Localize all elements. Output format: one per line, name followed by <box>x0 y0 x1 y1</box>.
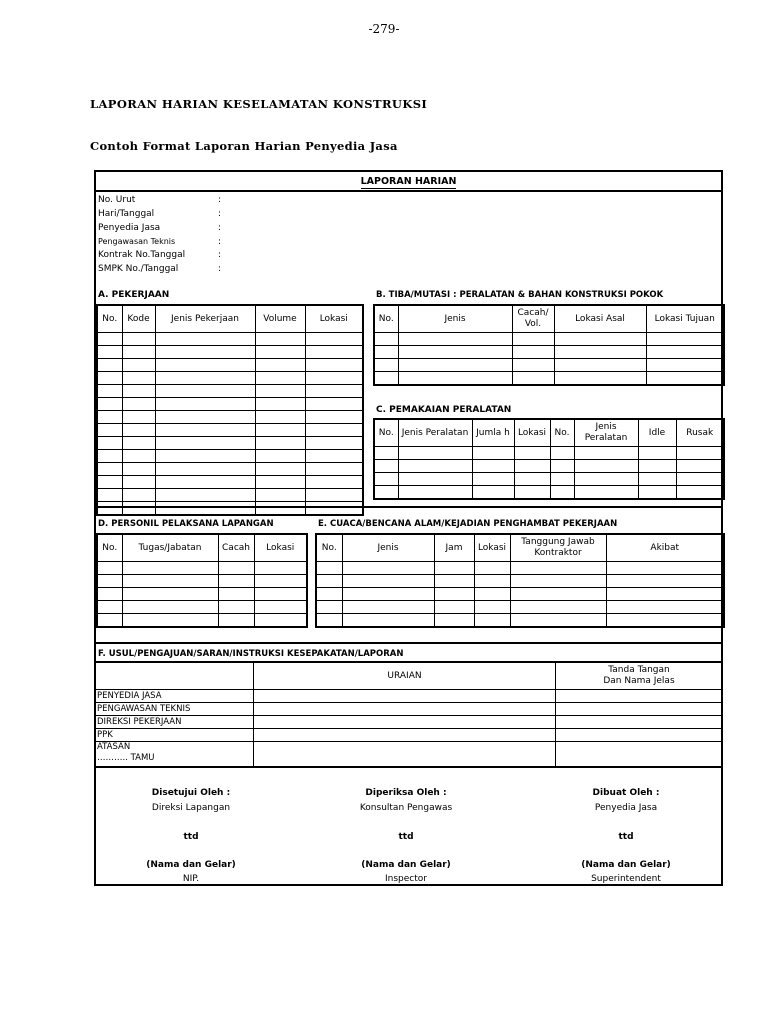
table-row <box>97 450 363 463</box>
document-subtitle: Contoh Format Laporan Harian Penyedia Jasa <box>90 139 398 153</box>
signature-role: Diperiksa Oleh : <box>365 788 447 798</box>
table-row <box>374 346 724 359</box>
signature-id: Inspector <box>385 874 427 884</box>
table-row <box>97 411 363 424</box>
table-row: DIREKSI PEKERJAAN <box>96 716 723 729</box>
document-title: LAPORAN HARIAN KESELAMATAN KONSTRUKSI <box>90 97 428 111</box>
col-header: Tugas/Jabatan <box>122 534 218 562</box>
section-divider <box>96 506 721 508</box>
section-divider <box>96 642 721 644</box>
section-e-title: E. CUACA/BENCANA ALAM/KEJADIAN PENGHAMBAT PEKERJAAN <box>318 519 618 529</box>
info-sep: : <box>218 223 222 233</box>
table-row: PPK <box>96 729 723 742</box>
col-header: Idle <box>638 419 676 447</box>
signature-name: (Nama dan Gelar) <box>361 860 451 870</box>
section-b-title: B. TIBA/MUTASI : PERALATAN & BAHAN KONSTRUKSI POKOK <box>376 290 664 300</box>
col-header: Lokasi <box>474 534 510 562</box>
info-label-penyedia-jasa: Penyedia Jasa <box>98 223 161 233</box>
table-row <box>97 614 307 628</box>
col-header: Cacah/ Vol. <box>512 305 554 333</box>
info-label-no-urut: No. Urut <box>98 195 136 205</box>
table-row <box>374 473 724 486</box>
col-header: Lokasi <box>514 419 550 447</box>
table-row <box>97 346 363 359</box>
table-row <box>97 601 307 614</box>
col-header: Jenis <box>342 534 434 562</box>
table-row <box>97 562 307 575</box>
col-header-tanda-tangan: Tanda Tangan Dan Nama Jelas <box>556 662 723 690</box>
info-sep: : <box>218 250 222 260</box>
section-c-title: C. PEMAKAIAN PERALATAN <box>376 405 512 415</box>
col-header: Jenis Pekerjaan <box>155 305 255 333</box>
table-row <box>97 372 363 385</box>
table-row <box>374 372 724 386</box>
table-row <box>316 588 724 601</box>
table-row <box>97 476 363 489</box>
table-row: ATASAN ……….. TAMU <box>96 742 723 768</box>
table-row <box>374 359 724 372</box>
table-row: PENYEDIA JASA <box>96 690 723 703</box>
table-row <box>374 447 724 460</box>
signature-name: (Nama dan Gelar) <box>146 860 236 870</box>
col-header: Akibat <box>606 534 724 562</box>
signature-role: Dibuat Oleh : <box>592 788 660 798</box>
col-header: No. <box>374 305 398 333</box>
section-f-title: F. USUL/PENGAJUAN/SARAN/INSTRUKSI KESEPAKATAN/LAPORAN <box>98 649 404 659</box>
table-pekerjaan <box>96 304 364 516</box>
table-row <box>316 575 724 588</box>
signature-id: NIP. <box>182 874 200 884</box>
section-d-title: D. PERSONIL PELAKSANA LAPANGAN <box>98 519 274 529</box>
table-row <box>316 601 724 614</box>
col-header: Kode <box>122 305 155 333</box>
info-sep: : <box>218 209 222 219</box>
col-header: No. <box>97 534 122 562</box>
col-header: No. <box>374 419 398 447</box>
signature-party: Konsultan Pengawas <box>359 803 453 813</box>
info-label-smpk: SMPK No./Tanggal <box>98 264 179 274</box>
table-row <box>97 463 363 476</box>
col-header: Lokasi Tujuan <box>646 305 724 333</box>
table-usul <box>95 661 723 768</box>
signature-role: Disetujui Oleh : <box>151 788 231 798</box>
info-sep: : <box>218 264 222 274</box>
page-number: -279- <box>368 22 400 36</box>
col-header: Rusak <box>676 419 724 447</box>
table-row <box>97 588 307 601</box>
info-label-hari-tanggal: Hari/Tanggal <box>98 209 155 219</box>
signature-ttd: ttd <box>183 832 199 842</box>
col-header: Jenis Peralatan <box>574 419 638 447</box>
col-header: Jenis <box>398 305 512 333</box>
table-row <box>97 437 363 450</box>
table-row <box>97 385 363 398</box>
col-header: No. <box>97 305 122 333</box>
table-row <box>97 398 363 411</box>
col-header: Volume <box>255 305 305 333</box>
table-pemakaian-peralatan <box>373 418 725 500</box>
signature-ttd: ttd <box>398 832 414 842</box>
signature-party: Direksi Lapangan <box>151 803 231 813</box>
table-row <box>97 502 363 516</box>
heading-divider <box>96 190 721 192</box>
signature-name: (Nama dan Gelar) <box>581 860 671 870</box>
table-row <box>97 359 363 372</box>
col-header: No. <box>316 534 342 562</box>
col-header: Jam <box>434 534 474 562</box>
col-header: Jenis Peralatan <box>398 419 472 447</box>
table-row <box>97 489 363 502</box>
signature-party: Penyedia Jasa <box>594 803 658 813</box>
table-cuaca <box>315 533 725 628</box>
table-row <box>97 424 363 437</box>
section-a-title: A. PEKERJAAN <box>98 290 170 300</box>
col-header: Jumla h <box>472 419 514 447</box>
col-header: Lokasi <box>305 305 363 333</box>
col-header: Cacah <box>218 534 254 562</box>
table-row: PENGAWASAN TEKNIS <box>96 703 723 716</box>
info-label-pengawasan-teknis: Pengawasan Teknis <box>98 237 176 246</box>
table-row <box>316 562 724 575</box>
signature-ttd: ttd <box>618 832 634 842</box>
table-tiba-mutasi <box>373 304 725 386</box>
table-row <box>97 575 307 588</box>
col-header: No. <box>550 419 574 447</box>
info-sep: : <box>218 237 222 247</box>
table-row <box>374 460 724 473</box>
info-sep: : <box>218 195 222 205</box>
col-header: Lokasi Asal <box>554 305 646 333</box>
table-personil <box>96 533 308 628</box>
table-row <box>374 486 724 500</box>
col-header-uraian: URAIAN <box>254 662 556 690</box>
signature-id: Superintendent <box>591 874 661 884</box>
table-row <box>97 333 363 346</box>
form-heading: LAPORAN HARIAN <box>360 176 457 187</box>
col-header: Lokasi <box>254 534 307 562</box>
col-header: Tanggung Jawab Kontraktor <box>510 534 606 562</box>
table-row <box>374 333 724 346</box>
table-row <box>316 614 724 628</box>
daily-report-form <box>94 170 723 886</box>
info-label-kontrak: Kontrak No.Tanggal <box>98 250 186 260</box>
